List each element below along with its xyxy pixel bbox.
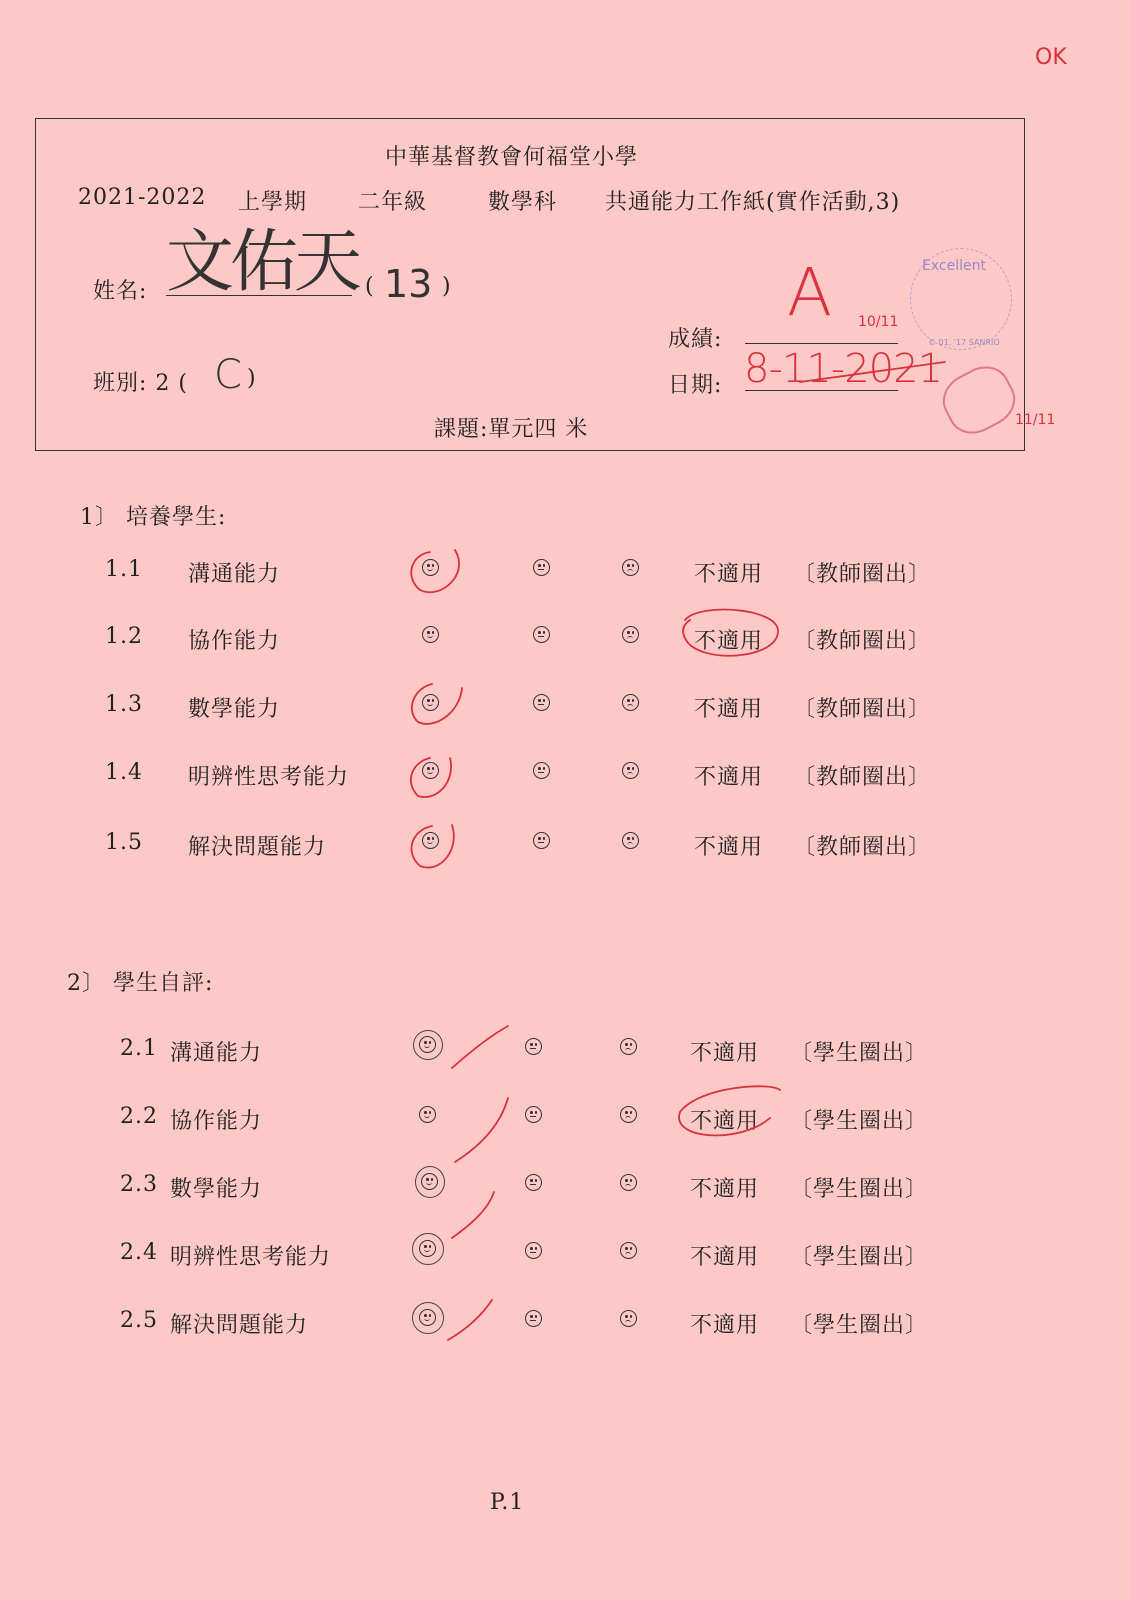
class-number-handwritten: 13 <box>384 262 433 306</box>
school-year: 2021-2022 <box>78 185 207 210</box>
item-no: 2.4 <box>120 1240 158 1265</box>
na-option: 不適用 <box>694 765 764 790</box>
grade-level: 二年級 <box>358 190 428 215</box>
student-circle-note: 〔學生圈出〕 <box>790 1245 929 1270</box>
item-label: 溝通能力 <box>170 1041 263 1066</box>
tick-mark <box>452 1192 494 1238</box>
na-option: 不適用 <box>690 1109 760 1134</box>
teacher-circle-note: 〔教師圈出〕 <box>793 835 932 860</box>
na-option: 不適用 <box>690 1245 760 1270</box>
worksheet-title: 共通能力工作紙(實作活動,3) <box>605 190 901 215</box>
date-label: 日期: <box>668 373 723 398</box>
teacher-circle-mark <box>683 610 778 656</box>
item-no: 2.5 <box>120 1308 158 1333</box>
initial-note: 11/11 <box>1015 412 1056 428</box>
tick-mark <box>452 1026 508 1068</box>
date-handwritten: 8-11-2021 <box>744 346 943 392</box>
name-label: 姓名: <box>93 279 148 304</box>
item-label: 明辨性思考能力 <box>170 1245 332 1270</box>
item-label: 明辨性思考能力 <box>188 765 350 790</box>
na-option: 不適用 <box>690 1041 760 1066</box>
class-number-open: ( <box>365 274 375 299</box>
na-option: 不適用 <box>690 1313 760 1338</box>
student-circle-note: 〔學生圈出〕 <box>790 1109 929 1134</box>
item-label: 協作能力 <box>170 1109 263 1134</box>
item-label: 數學能力 <box>170 1177 263 1202</box>
item-no: 1.3 <box>105 692 143 717</box>
item-label: 解決問題能力 <box>188 835 327 860</box>
school-name: 中華基督教會何福堂小學 <box>385 145 639 170</box>
teacher-circle-note: 〔教師圈出〕 <box>793 562 932 587</box>
tick-mark <box>448 1300 492 1340</box>
item-label: 溝通能力 <box>188 562 281 587</box>
item-label: 協作能力 <box>188 629 281 654</box>
student-name-handwritten: 文佑天 <box>166 223 359 302</box>
class-close: ) <box>247 366 257 391</box>
teacher-circle-mark <box>679 1086 780 1135</box>
page-number: P.1 <box>490 1490 525 1515</box>
na-option: 不適用 <box>690 1177 760 1202</box>
item-no: 2.3 <box>120 1172 158 1197</box>
stamp-copyright: © 01, '17 SANRIO <box>928 338 1000 347</box>
student-circle-note: 〔學生圈出〕 <box>790 1177 929 1202</box>
item-no: 1.2 <box>105 624 143 649</box>
class-number-close: ) <box>442 274 452 299</box>
na-option: 不適用 <box>694 629 764 654</box>
teacher-circle-note: 〔教師圈出〕 <box>793 697 932 722</box>
term: 上學期 <box>238 190 308 215</box>
topic: 課題:單元四 米 <box>434 417 589 442</box>
corner-ok-mark: OK <box>1035 45 1067 70</box>
na-option: 不適用 <box>694 835 764 860</box>
date-strike-mark <box>800 362 945 382</box>
na-option: 不適用 <box>694 562 764 587</box>
item-no: 1.1 <box>105 557 143 582</box>
item-no: 1.5 <box>105 830 143 855</box>
item-label: 解決問題能力 <box>170 1313 309 1338</box>
student-circle-note: 〔學生圈出〕 <box>790 1041 929 1066</box>
teacher-circle-mark <box>411 825 453 868</box>
grade-handwritten: A <box>787 254 833 331</box>
item-label: 數學能力 <box>188 697 281 722</box>
student-circle-note: 〔學生圈出〕 <box>790 1313 929 1338</box>
grade-note: 10/11 <box>858 314 899 330</box>
na-option: 不適用 <box>694 697 764 722</box>
teacher-circle-mark <box>411 758 451 797</box>
class-label: 班別: 2 ( <box>93 371 188 396</box>
subject: 數學科 <box>488 190 558 215</box>
section2-title: 2〕 學生自評: <box>67 971 214 996</box>
stamp-text: Excellent <box>922 258 986 274</box>
teacher-circle-mark <box>411 550 459 592</box>
teacher-circle-note: 〔教師圈出〕 <box>793 765 932 790</box>
class-letter-handwritten: C <box>214 352 242 398</box>
teacher-circle-mark <box>412 684 462 724</box>
section1-title: 1〕 培養學生: <box>80 505 227 530</box>
teacher-circle-note: 〔教師圈出〕 <box>793 629 932 654</box>
item-no: 2.2 <box>120 1104 158 1129</box>
item-no: 2.1 <box>120 1036 158 1061</box>
tick-mark <box>455 1098 508 1162</box>
grade-label: 成績: <box>668 327 723 352</box>
item-no: 1.4 <box>105 760 143 785</box>
